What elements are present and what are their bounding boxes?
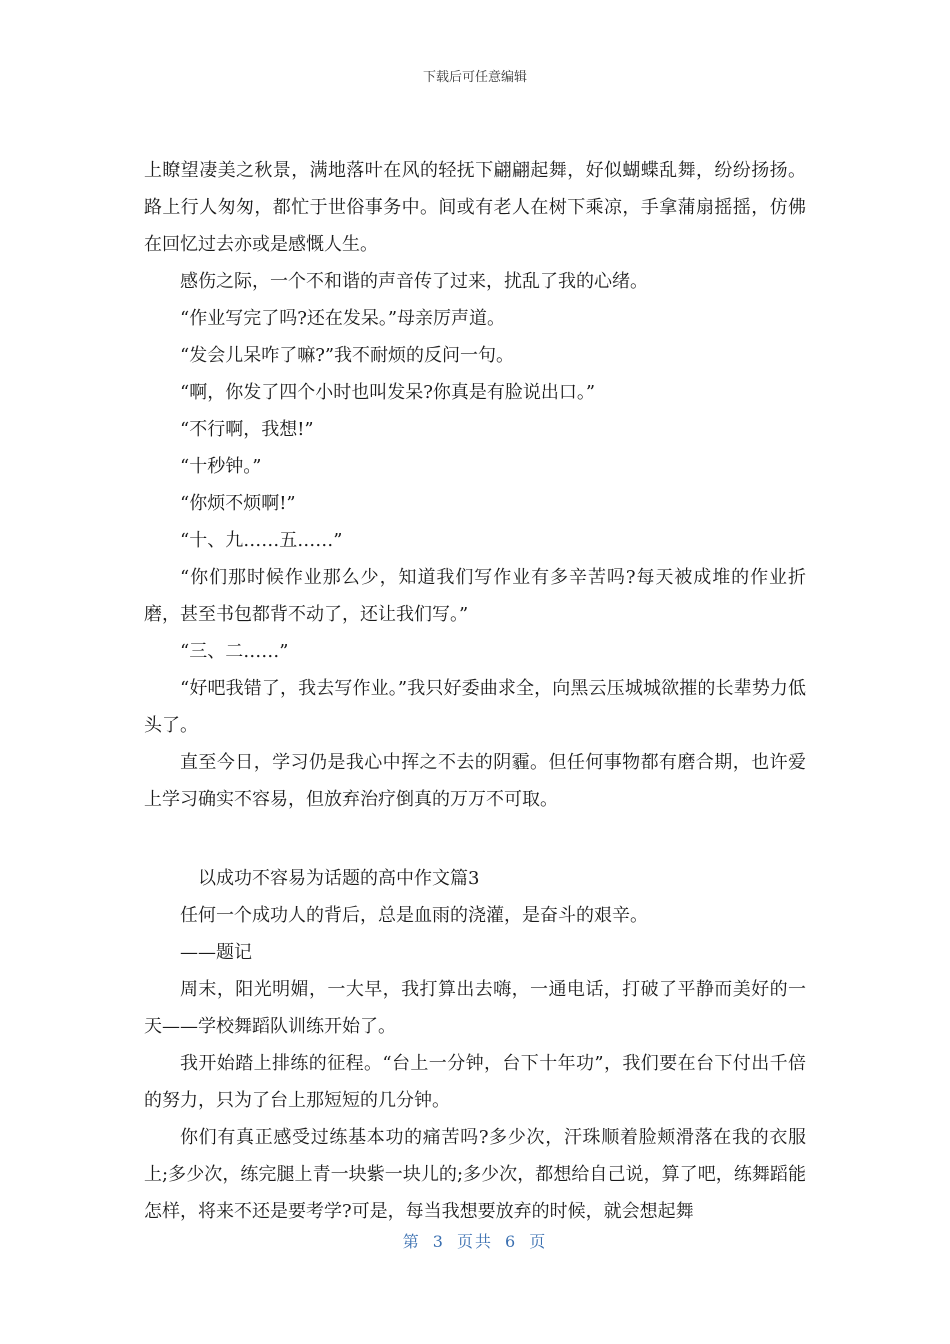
paragraph: 我开始踏上排练的征程。“台上一分钟，台下十年功”，我们要在台下付出千倍的努力，只为了台上那短短的几分钟。 [144, 1053, 806, 1111]
footer-total-pages: 6 [505, 1232, 518, 1251]
paragraph: 上瞭望凄美之秋景，满地落叶在风的轻抚下翩翩起舞，好似蝴蝶乱舞，纷纷扬扬。路上行人匆匆，都忙于世俗事务中。间或有老人在树下乘凉，手拿蒲扇摇摇，仿佛在回忆过去亦或是感慨人生。 [144, 160, 806, 255]
paragraph: “三、二……” [180, 641, 289, 662]
section-title: 以成功不容易为话题的高中作文篇3 [198, 868, 480, 889]
paragraph: “作业写完了吗?还在发呆。”母亲厉声道。 [180, 308, 506, 329]
paragraph: “发会儿呆咋了嘛?”我不耐烦的反问一句。 [180, 345, 515, 366]
footer-current-page: 3 [432, 1232, 445, 1251]
section-gap [144, 818, 806, 860]
paragraph: “你烦不烦啊!” [180, 493, 296, 514]
page-footer [0, 1229, 950, 1252]
paragraph: “你们那时候作业那么少，知道我们写作业有多辛苦吗?每天被成堆的作业折磨，甚至书包都背不动了，还让我们写。” [144, 567, 806, 625]
footer-prefix: 第 [402, 1232, 421, 1251]
paragraph: 你们有真正感受过练基本功的痛苦吗?多少次，汗珠顺着脸颊滑落在我的衣服上;多少次，练完腿上青一块紫一块儿的;多少次，都想给自己说，算了吧，练舞蹈能怎样，将来不还是要考学?可是，每当我想要放弃的时候，就会想起舞 [144, 1127, 806, 1222]
paragraph: “好吧我错了，我去写作业。”我只好委曲求全，向黑云压城城欲摧的长辈势力低头了。 [144, 678, 806, 736]
paragraph: “十、九……五……” [180, 530, 343, 551]
document-body [144, 152, 806, 1230]
paragraph: 感伤之际，一个不和谐的声音传了过来，扰乱了我的心绪。 [180, 271, 648, 292]
footer-suffix: 页 [529, 1232, 548, 1251]
paragraph: 周末，阳光明媚，一大早，我打算出去嗨，一通电话，打破了平静而美好的一天——学校舞蹈队训练开始了。 [144, 979, 806, 1037]
paragraph: “十秒钟。” [180, 456, 262, 477]
paragraph: “不行啊，我想!” [180, 419, 314, 440]
paragraph: “啊，你发了四个小时也叫发呆?你真是有脸说出口。” [180, 382, 596, 403]
paragraph: 直至今日，学习仍是我心中挥之不去的阴霾。但任何事物都有磨合期，也许爱上学习确实不容易，但放弃治疗倒真的万万不可取。 [144, 752, 806, 810]
page-header-note: 下载后可任意编辑 [422, 70, 527, 85]
epigraph-attribution: ——题记 [180, 942, 252, 963]
footer-middle: 页共 [456, 1232, 493, 1251]
paragraph: 任何一个成功人的背后，总是血雨的浇灌，是奋斗的艰辛。 [180, 905, 648, 926]
